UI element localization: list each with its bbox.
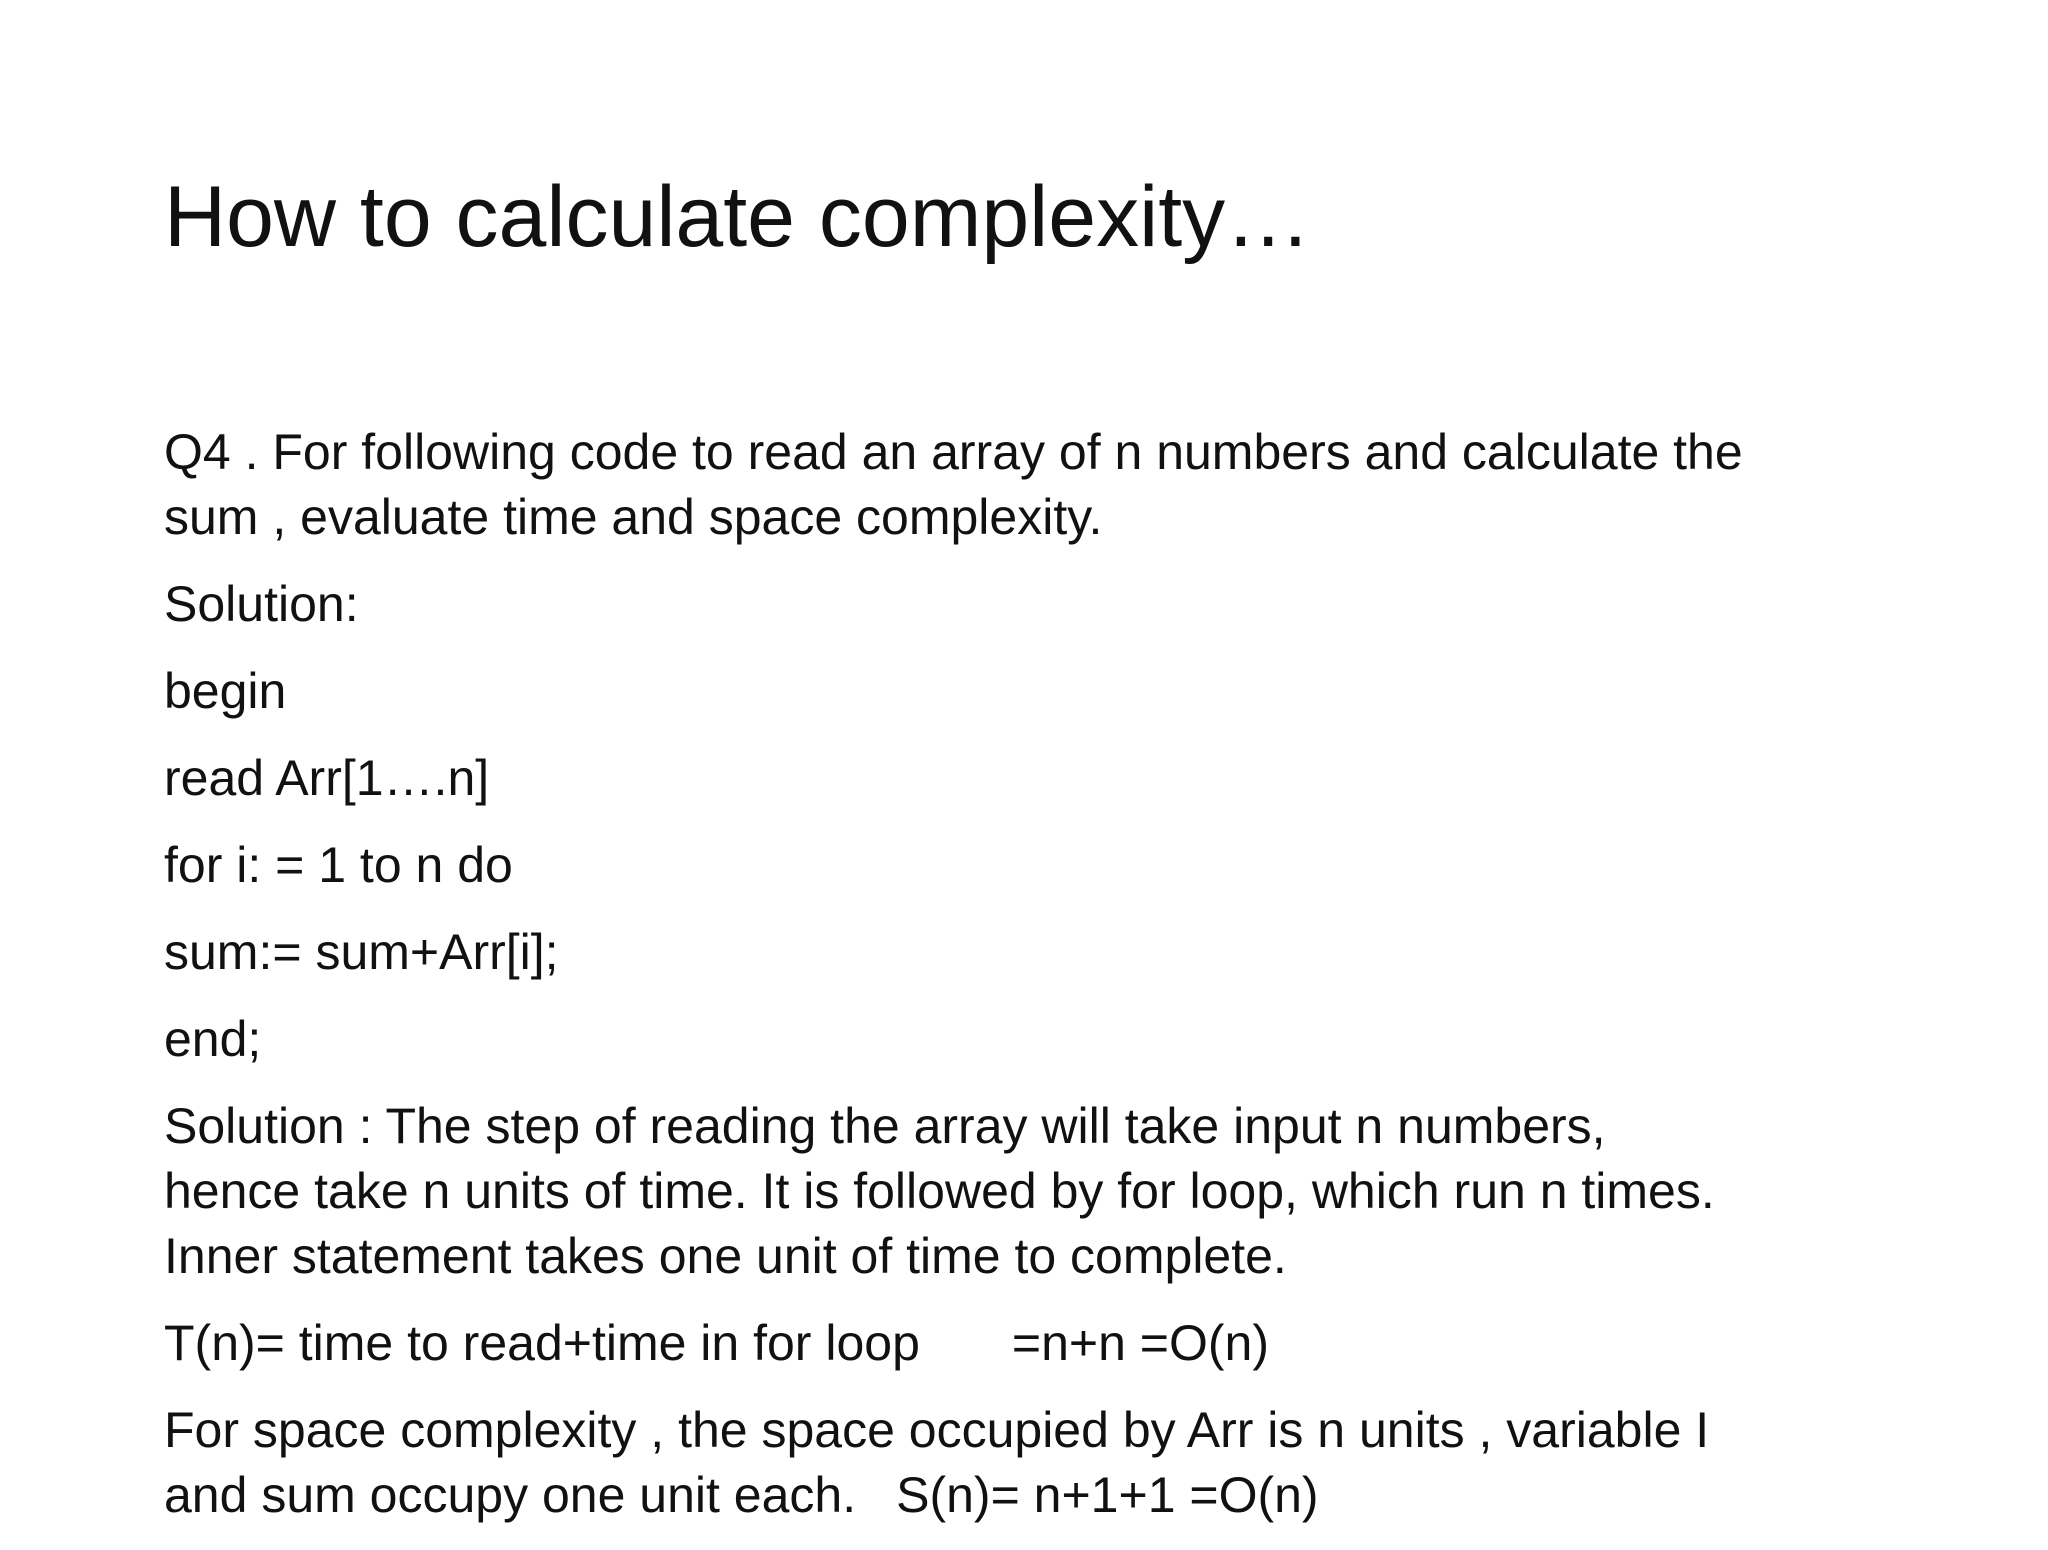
time-complexity-formula bbox=[164, 1311, 1924, 1376]
code-line-sum bbox=[164, 920, 1924, 985]
explanation-line-2: hence take n units of time. It is followed by for loop, which run n times. bbox=[164, 1163, 1715, 1219]
time-formula-right: =n+n =O(n) bbox=[1011, 1315, 1269, 1371]
code-line-text: for i: = 1 to n do bbox=[164, 837, 513, 893]
code-line-text: sum:= sum+Arr[i]; bbox=[164, 924, 559, 980]
space-complexity-paragraph bbox=[164, 1398, 1924, 1528]
explanation-line-3: Inner statement takes one unit of time to complete. bbox=[164, 1228, 1287, 1284]
code-line-for bbox=[164, 833, 1924, 898]
space-line-2-left: and sum occupy one unit each. bbox=[164, 1467, 857, 1523]
code-line-begin bbox=[164, 659, 1924, 724]
time-formula-line bbox=[164, 1311, 1924, 1376]
space-line-2 bbox=[164, 1463, 1924, 1528]
code-line-read bbox=[164, 746, 1924, 811]
question-line-2: sum , evaluate time and space complexity. bbox=[164, 489, 1103, 545]
question-line-1: Q4 . For following code to read an array of n numbers and calculate the bbox=[164, 424, 1743, 480]
slide-body bbox=[164, 420, 1924, 1550]
code-line-text: end; bbox=[164, 1011, 262, 1067]
space-line-1: For space complexity , the space occupied by Arr is n units , variable I bbox=[164, 1402, 1710, 1458]
code-line-end bbox=[164, 1007, 1924, 1072]
solution-label bbox=[164, 572, 1924, 637]
solution-label-text: Solution: bbox=[164, 576, 359, 632]
code-line-text: begin bbox=[164, 663, 287, 719]
code-line-text: read Arr[1….n] bbox=[164, 750, 490, 806]
time-formula-left: T(n)= time to read+time in for loop bbox=[164, 1315, 920, 1371]
explanation-paragraph bbox=[164, 1094, 1924, 1289]
explanation-line-1: Solution : The step of reading the array will take input n numbers, bbox=[164, 1098, 1606, 1154]
space-line-2-right: S(n)= n+1+1 =O(n) bbox=[896, 1467, 1319, 1523]
slide-title: How to calculate complexity… bbox=[164, 169, 1312, 265]
question-paragraph bbox=[164, 420, 1924, 550]
